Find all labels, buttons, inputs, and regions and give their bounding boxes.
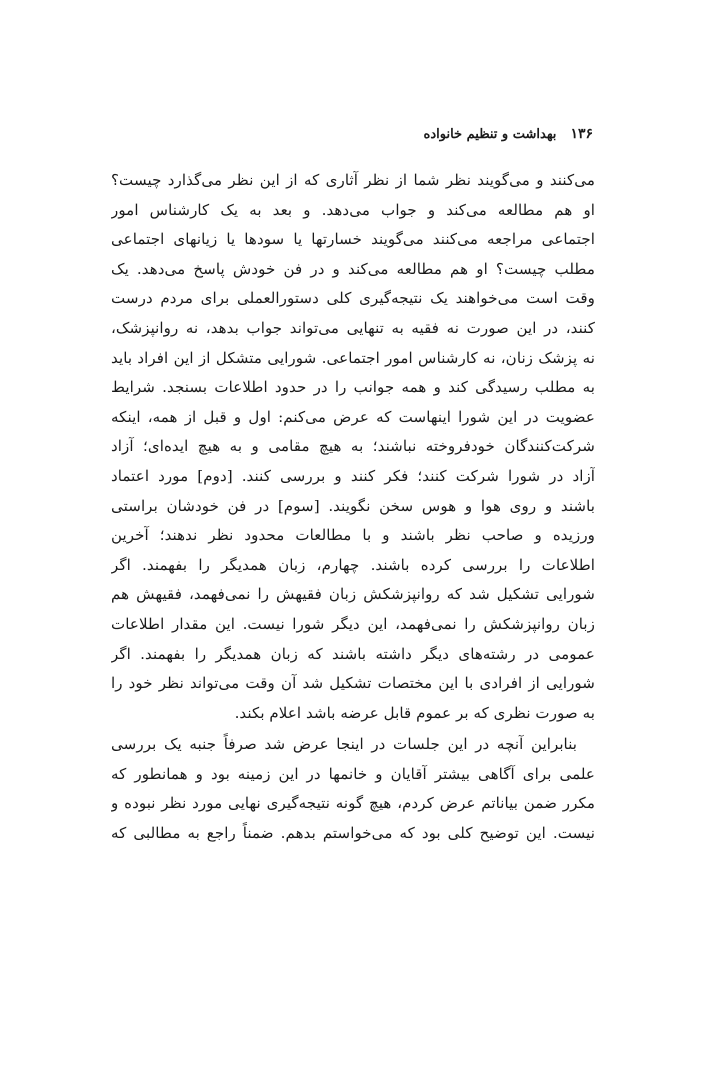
body-text [111, 166, 595, 849]
text-line: بنابراین آنچه در این جلسات در اینجا عرض شد صرفاً جنبه یک بررسی [111, 735, 577, 754]
text-line: زبان روانپزشکش را نمی‌فهمد، این دیگر شورا نیست. این مقدار اطلاعات [111, 614, 595, 633]
text-line: به مطلب رسیدگی کند و همه جوانب را در حدود اطلاعات بسنجد. شرایط [111, 378, 595, 397]
running-header [115, 126, 593, 146]
text-line: او هم مطالعه می‌کند و جواب می‌دهد. و بعد به یک کارشناس امور [111, 200, 595, 219]
running-title: بهداشت و تنظیم خانواده [423, 127, 557, 142]
text-line: اجتماعی مراجعه می‌کنند می‌گویند خسارتها یا سودها یا زیانهای اجتماعی [111, 230, 595, 249]
text-line: علمی برای آگاهی بیشتر آقایان و خانمها در این زمینه بود و همانطور که [111, 764, 595, 783]
text-line: می‌کنند و می‌گویند نظر شما از نظر آثاری که از این نظر می‌گذارد چیست؟ [111, 171, 595, 189]
text-line: ورزیده و صاحب نظر باشند و با مطالعات محدود نظر ندهند؛ آخرین [111, 526, 595, 545]
text-line: به صورت نظری که بر عموم قابل عرضه باشد اعلام بکند. [234, 703, 595, 722]
paragraph-2 [111, 730, 595, 848]
text-line: عضویت در این شورا اینهاست که عرض می‌کنم: اول و قبل از همه، اینکه [111, 407, 595, 426]
text-line: باشند و روی هوا و هوس سخن نگویند. [سوم] در فن خودشان براستی [111, 496, 595, 515]
text-line: وقت است می‌خواهند یک نتیجه‌گیری کلی دستورالعملی برای مردم درست [111, 289, 595, 308]
text-line: مکرر ضمن بیاناتم عرض کردم، هیچ گونه نتیجه‌گیری نهایی مورد نظر نبوده و [111, 794, 595, 813]
page-number: ۱۳۶ [570, 126, 593, 142]
text-line: شورایی تشکیل شد که روانپزشکش زبان فقیهش را نمی‌فهمد، فقیهش هم [111, 585, 595, 604]
text-line: نه پزشک زنان، نه کارشناس امور اجتماعی. شورایی متشکل از این افراد باید [111, 348, 595, 367]
text-line: کنند، در این صورت نه فقیه به تنهایی می‌تواند جواب بدهد، نه روانپزشک، [111, 318, 595, 337]
text-line: مطلب چیست؟ او هم مطالعه می‌کند و در فن خودش پاسخ می‌دهد. یک [111, 259, 595, 278]
text-line: آزاد در شورا شرکت کنند؛ فکر کنند و بررسی کنند. [دوم] مورد اعتماد [111, 466, 595, 485]
text-line: شورایی از افرادی با این مختصات تشکیل شد آن وقت می‌تواند نظر خود را [111, 674, 595, 693]
text-line: نیست. این توضیح کلی بود که می‌خواستم بدهم. ضمناً راجع به مطالبی که [111, 824, 595, 843]
text-line: شرکت‌کنندگان خودفروخته نباشند؛ به هیچ مقامی و به هیچ ایده‌ای؛ آزاد [111, 437, 595, 456]
text-line: اطلاعات را بررسی کرده باشند. چهارم، زبان همدیگر را بفهمند. اگر [111, 555, 595, 574]
text-line: عمومی در رشته‌های دیگر داشته باشند که زبان همدیگر را بفهمند. اگر [111, 644, 595, 663]
paragraph-1 [111, 166, 595, 728]
